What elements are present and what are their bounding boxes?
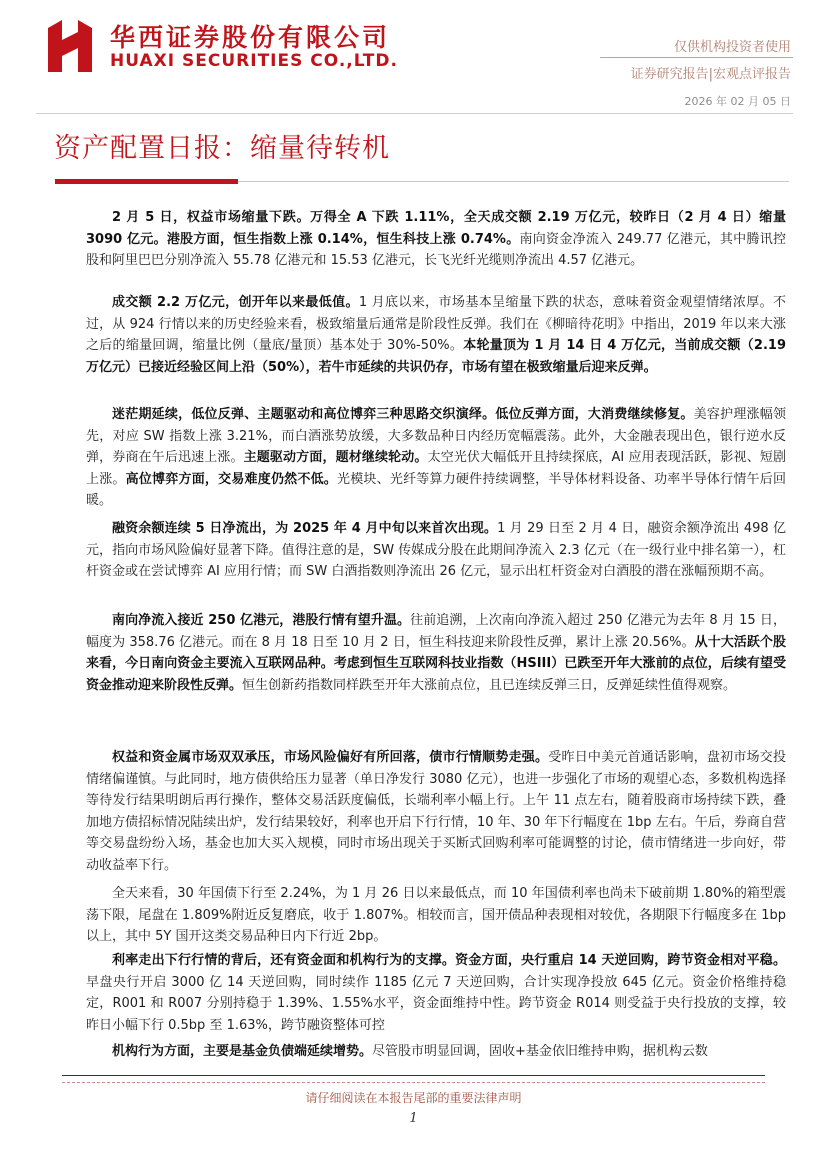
huaxi-logo-icon	[48, 18, 92, 72]
bold-run: 利率走出下行行情的背后，还有资金面和机构行为的支撑。资金方面，央行重启 14 天逆回购，跨节资金相对平稳。	[112, 953, 786, 968]
text-run: 1 月底以来，市场基本呈缩量下跌的状态，意味着资金观望情绪浓厚。不过，从 924 行情以来的历史经验来看，极致缩量后通常是阶段性反弹。我们在《柳暗待花明》中指出，2019 年以来大涨之后的缩量回调，缩量比例（量底/量顶）基本处于 30%-50%。	[86, 295, 786, 354]
para-text	[86, 883, 786, 948]
paragraph-4	[86, 518, 786, 583]
text-run: 南向资金净流入 249.77 亿港元，其中腾讯控股和阿里巴巴分别净流入 55.78 亿港元和 15.53 亿港元，长飞光纤光缆则净流出 4.57 亿港元。	[86, 231, 786, 269]
title-accent-bar	[55, 179, 238, 184]
legal-disclaimer-note: 请仔细阅读在本报告尾部的重要法律声明	[305, 1091, 522, 1105]
bold-run: 从十大活跃个股来看，今日南向资金主要流入互联网品种。考虑到恒生互联网科技业指数（HSIII）已跌至开年大涨前的点位，后续有望受资金推动迎来阶段性反弹。	[86, 634, 786, 693]
paragraph-3	[86, 404, 786, 512]
paragraph-2	[86, 292, 786, 378]
text-run: 美容护理涨幅领先，对应 SW 指数上涨 3.21%，而白酒涨势放缓，大多数品种日内经历宽幅震荡。此外，大金融表现出色，银行逆水反弹，券商在午后迅速上涨。	[86, 407, 786, 466]
audience-note: 仅供机构投资者使用	[673, 40, 791, 55]
footer-dashed-rule	[62, 1082, 765, 1083]
top-rule	[36, 113, 793, 114]
para-text	[86, 747, 786, 877]
text-run: 恒生创新药指数同样跌至开年大涨前点位，且已连续反弹三日，反弹延续性值得观察。	[242, 677, 737, 693]
bold-run: 权益和资金属市场双双承压，市场风险偏好有所回落，债市行情顺势走强。	[112, 750, 549, 765]
paragraph-7	[86, 883, 786, 948]
bold-run: 成交额 2.2 万亿元，创开年以来最低值。	[112, 295, 359, 310]
para-text	[86, 518, 786, 583]
header-divider	[600, 57, 793, 58]
para-text	[86, 1041, 786, 1063]
brand-name-en: HUAXI SECURITIES CO.,LTD.	[110, 51, 398, 71]
text-run: 太空光伏大幅低开且持续探底，AI 应用表现活跃，影视、短剧上涨。	[86, 450, 786, 487]
paragraph-6	[86, 747, 786, 877]
text-run: 尽管股市明显回调，固收+基金依旧维持申购，据机构云数	[372, 1044, 708, 1059]
bold-run: 本轮量顶为 1 月 14 日 4 万亿元，当前成交额（2.19 万亿元）已接近经验区间上沿（50%），若牛市延续的共识仍存，市场有望在极致缩量后迎来反弹。	[86, 338, 786, 375]
text-run: 往前追溯，上次南向净流入超过 250 亿港元为去年 8 月 15 日，幅度为 358.76 亿港元。而在 8 月 18 日至 10 月 2 日，恒生科技迎来阶段性反弹，累计上涨 20.56%。	[86, 613, 786, 650]
paragraph-9	[86, 1041, 786, 1063]
para-text	[86, 950, 786, 1036]
footer-rule	[62, 1075, 765, 1076]
text-run: 光模块、光纤等算力硬件持续调整，半导体材料设备、功率半导体行情午后回暖。	[86, 471, 786, 509]
text-run: 1 月 29 日至 2 月 4 日，融资余额净流出 498 亿元，指向市场风险偏好显著下降。值得注意的是，SW 传媒成分股在此期间净流入 2.3 亿元（在一级行业中排名第一），杠杆资金或在尝试博弈 AI 应用行情；而 SW 白酒指数则净流出 26 亿元，显示出杠杆资金对白酒股的潜在涨幅预期不高。	[86, 521, 786, 580]
paragraph-8	[86, 950, 786, 1036]
bold-run: 迷茫期延续，低位反弹、主题驱动和高位博弈三种思路交织演绎。低位反弹方面，大消费继续修复。	[112, 407, 694, 422]
bold-run: 主题驱动方面，题材继续轮动。	[243, 450, 428, 466]
paragraph-1	[86, 207, 786, 272]
bold-run: 2 月 5 日，权益市场缩量下跌。万得全 A 下跌 1.11%，全天成交额 2.19 万亿元，较昨日（2 月 4 日）缩量 3090 亿元。港股方面，恒生指数上涨 0.14%，恒生科技上涨 0.74%。	[86, 210, 786, 247]
report-title: 资产配置日报：缩量待转机	[54, 133, 390, 164]
para-text	[86, 207, 786, 272]
brand-name-cn: 华西证券股份有限公司	[110, 23, 391, 52]
report-type: 证券研究报告|宏观点评报告	[630, 67, 791, 82]
bold-run: 融资余额连续 5 日净流出，为 2025 年 4 月中旬以来首次出现。	[112, 521, 498, 536]
para-text	[86, 404, 786, 512]
text-run: 早盘央行开启 3000 亿 14 天逆回购，同时续作 1185 亿元 7 天逆回购，合计实现净投放 645 亿元。资金价格维持稳定，R001 和 R007 分别持稳于 1.39%、1.55%水平，资金面维持中性。跨节资金 R014 则受益于央行投放的支撑，较昨日小幅下行 0.5bp 至 1.63%，跨节融资整体可控	[86, 974, 786, 1033]
paragraph-5	[86, 610, 786, 696]
bold-run: 高位博弈方面，交易难度仍然不低。	[125, 471, 338, 487]
para-text	[86, 292, 786, 378]
text-run: 受昨日中美元首通话影响，盘初市场交投情绪偏谨慎。与此同时，地方债供给压力显著（单日净发行 3080 亿元），也进一步强化了市场的观望心态，多数机构选择等待发行结果明朗后再行操作，整体交易活跃度偏低，长端利率小幅上行。上午 11 点左右，随着股商市场持续下跌，叠加地方债招标情况陆续出炉，发行结果较好，利率也开启下行行情，10 年、30 年下行幅度在 1bp 左右。午后，券商自营等交易盘纷纷入场，基金也加大买入规模，同时市场出现关于买断式回购利率可能调整的讨论，债市情绪进一步向好，带动收益率下行。	[86, 750, 786, 873]
text-run: 全天来看，30 年国债下行至 2.24%，为 1 月 26 日以来最低点，而 10 年国债利率也尚未下破前期 1.80%的箱型震荡下限，尾盘在 1.809%附近反复磨底，收于 1.807%。相较而言，国开债品种表现相对较优，各期限下行幅度多在 1bp 以上，其中 5Y 国开这类交易品种日内下行近 2bp。	[86, 886, 786, 945]
title-rule	[238, 181, 789, 182]
report-date: 2026 年 02 月 05 日	[684, 95, 791, 108]
para-text	[86, 610, 786, 696]
bold-run: 机构行为方面，主要是基金负债端延续增势。	[112, 1044, 373, 1059]
bold-run: 南向净流入接近 250 亿港元，港股行情有望升温。	[112, 613, 411, 628]
page-number: 1	[409, 1111, 418, 1126]
